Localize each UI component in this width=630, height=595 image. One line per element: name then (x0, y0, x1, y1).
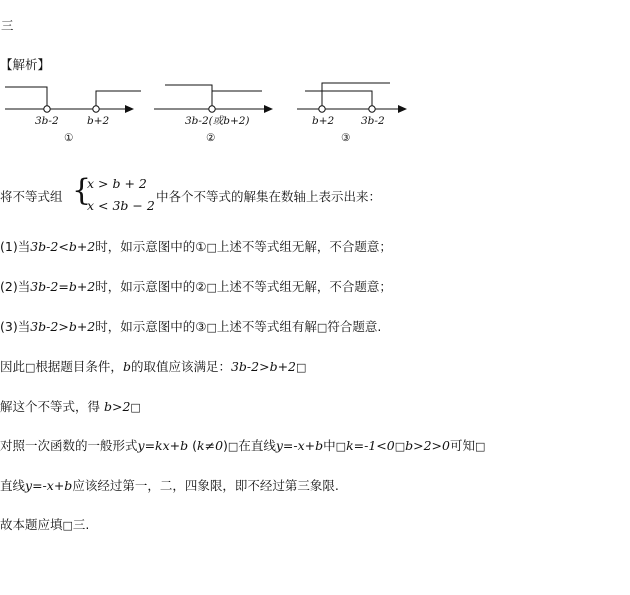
number-line-figure (0, 78, 420, 148)
number-line-1 (5, 87, 141, 144)
final-line: 故本题应填□三. (0, 517, 90, 532)
case-1-line: (1)当3b-2<b+2时，如示意图中的①□上述不等式组无解，不合题意； (0, 239, 392, 254)
system-brace: { (72, 173, 92, 208)
d3-left-label: b+2 (312, 115, 335, 127)
intro-before: 将不等式组 (0, 189, 63, 204)
inequality-1: x > b + 2 (87, 176, 147, 191)
answer-text: 三 (1, 18, 14, 33)
intro-after: 中各个不等式的解集在数轴上表示出来： (156, 189, 382, 204)
d3-number: ③ (341, 132, 351, 144)
number-line-3 (297, 83, 407, 144)
therefore-line: 因此□根据题目条件，b的取值应该满足：3b-2>b+2□ (0, 359, 307, 374)
d1-left-label: 3b-2 (35, 115, 59, 127)
case-3-line: (3)当3b-2>b+2时，如示意图中的③□上述不等式组有解□符合题意. (0, 319, 382, 334)
compare-line: 对照一次函数的一般形式y=kx+b (k≠0)□在直线y=-x+b中□k=-1<0□b>2>0可知□ (0, 438, 486, 453)
d2-label: 3b-2(或b+2) (185, 115, 250, 127)
number-line-2 (154, 85, 273, 144)
conclude-line: 直线y=-x+b应该经过第一，二，四象限，即不经过第三象限. (0, 478, 339, 493)
d1-number: ① (64, 132, 74, 144)
d1-right-label: b+2 (87, 115, 110, 127)
d3-right-label: 3b-2 (361, 115, 385, 127)
d2-number: ② (206, 132, 216, 144)
analysis-heading: 【解析】 (0, 57, 51, 72)
case-2-line: (2)当3b-2=b+2时，如示意图中的②□上述不等式组无解，不合题意； (0, 279, 392, 294)
solve-line: 解这个不等式，得 b>2□ (0, 399, 141, 414)
inequality-2: x < 3b − 2 (87, 198, 155, 213)
